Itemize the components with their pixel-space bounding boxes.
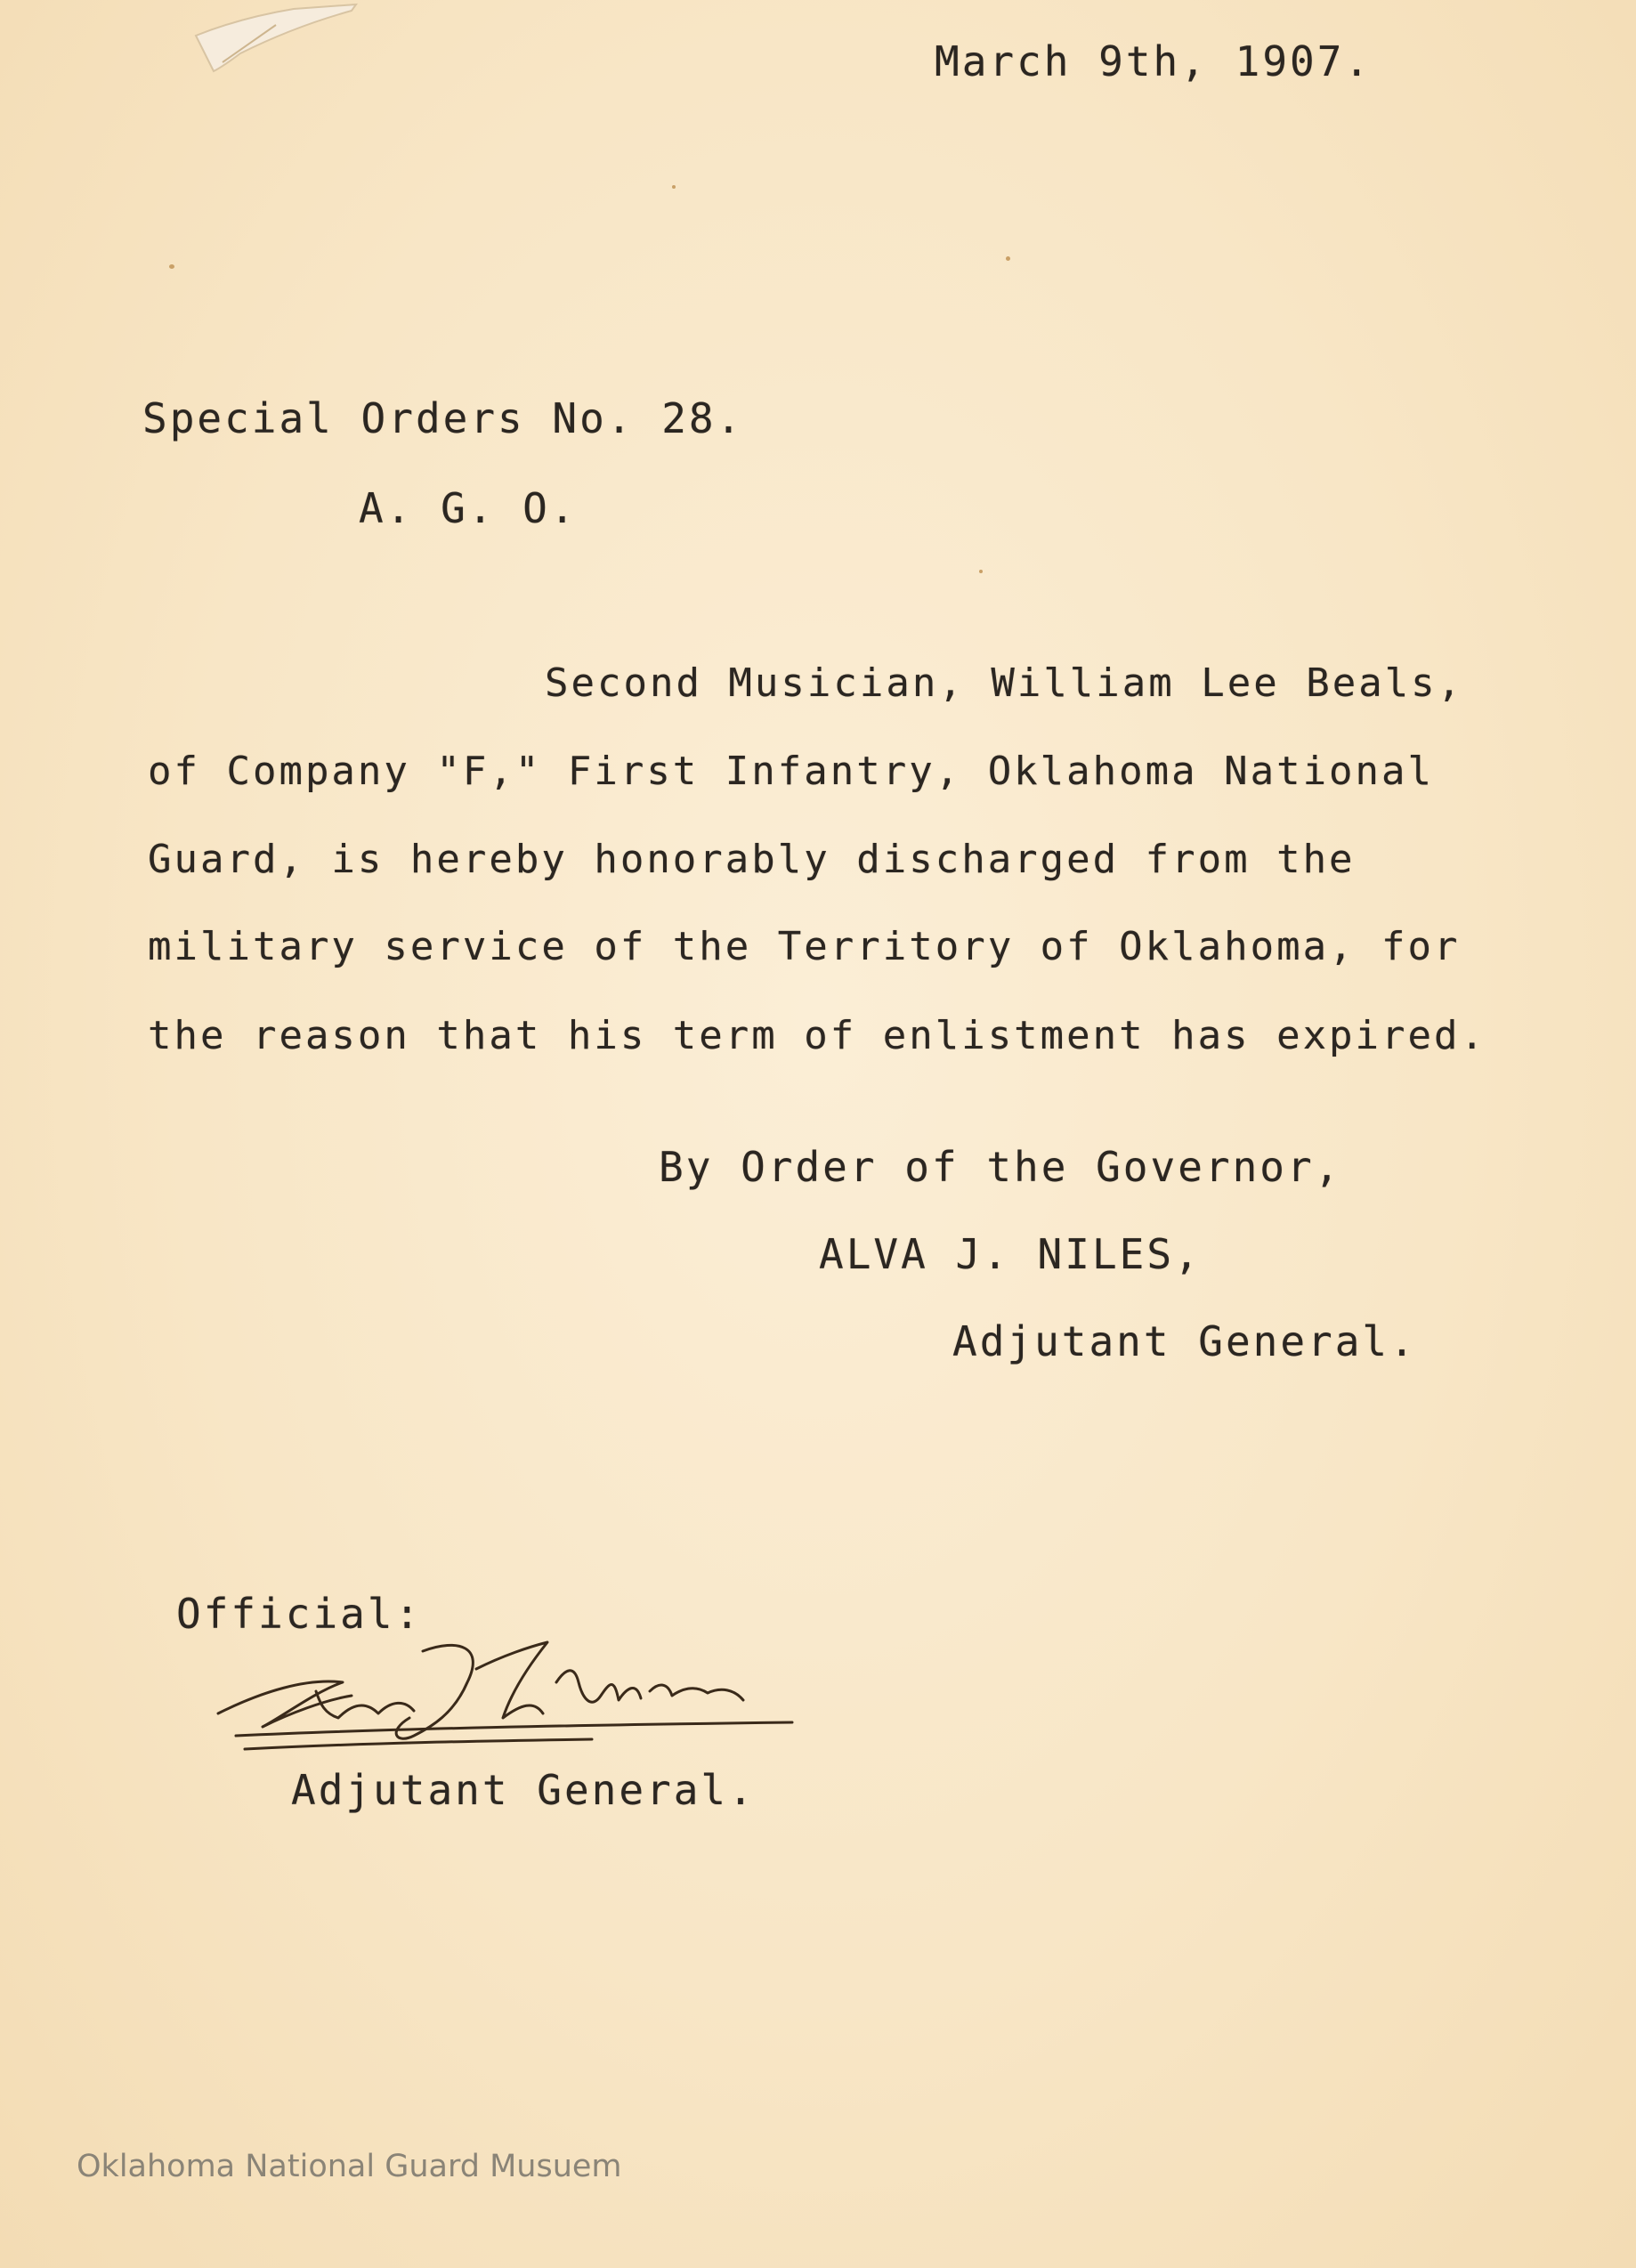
handwritten-signature — [209, 1629, 814, 1762]
office-abbreviation: A. G. O. — [359, 484, 578, 532]
paper-speck — [1006, 256, 1010, 261]
paper-speck — [979, 570, 983, 573]
official-label: Official: — [176, 1590, 423, 1638]
letter-date: March 9th, 1907. — [935, 37, 1373, 85]
closing-name: ALVA J. NILES, — [819, 1230, 1202, 1278]
body-line: Second Musician, William Lee Beals, — [545, 660, 1464, 706]
order-number: Special Orders No. 28. — [142, 394, 744, 442]
body-line: the reason that his term of enlistment has expired. — [148, 1013, 1487, 1058]
paper-speck — [672, 185, 676, 189]
museum-watermark: Oklahoma National Guard Musuem — [77, 2149, 622, 2184]
paper-speck — [169, 264, 174, 269]
official-title: Adjutant General. — [291, 1766, 756, 1814]
body-line: military service of the Territory of Oklahoma, for — [148, 924, 1461, 969]
body-line: of Company "F," First Infantry, Oklahoma National — [148, 749, 1435, 794]
body-line: Guard, is hereby honorably discharged from the — [148, 837, 1356, 882]
paper-tear-mark — [187, 0, 365, 80]
closing-by-order: By Order of the Governor, — [659, 1143, 1342, 1191]
closing-title: Adjutant General. — [952, 1317, 1417, 1365]
